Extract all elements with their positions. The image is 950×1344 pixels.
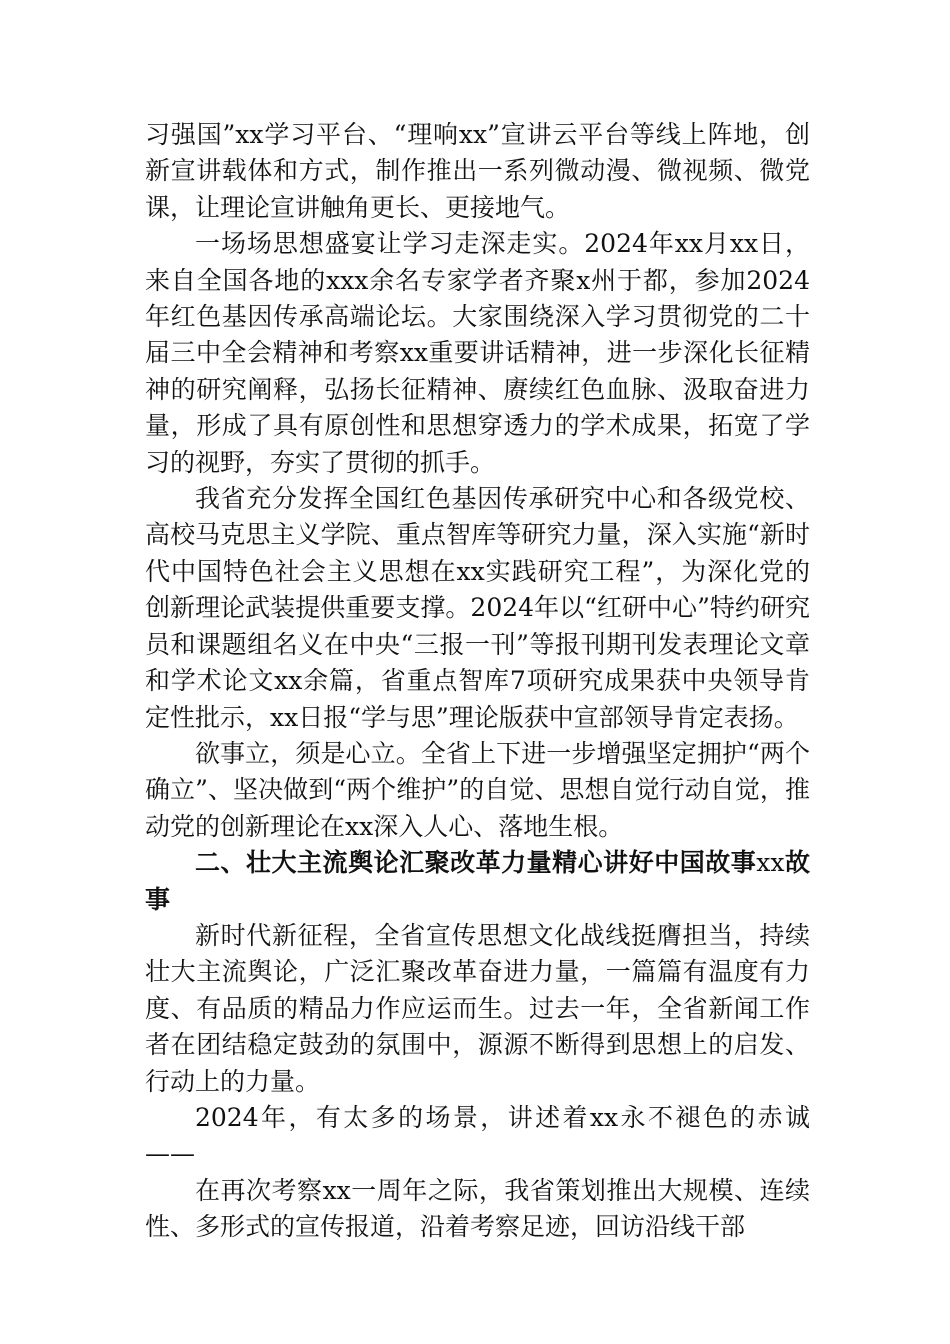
section-heading-end: 故事 [145, 848, 810, 914]
section-heading-main: 二、壮大主流舆论汇聚改革力量精心讲好中国故事 [195, 848, 757, 878]
paragraph-continuation: 习强国”xx学习平台、“理响xx”宣讲云平台等线上阵地，创新宣讲载体和方式，制作推出一系列微动漫、微视频、微党课，让理论宣讲触角更长、更接地气。 [145, 120, 810, 222]
paragraph-anniversary: 在再次考察xx一周年之际，我省策划推出大规模、连续性、多形式的宣传报道，沿着考察足迹，回访沿线干部 [145, 1175, 810, 1242]
paragraph-forum: 一场场思想盛宴让学习走深走实。2024年xx月xx日，来自全国各地的xxx余名专家学者齐聚x州于都，参加2024年红色基因传承高端论坛。大家围绕深入学习贯彻党的二十届三中全会精神和考察xx重要讲话精神，进一步深化长征精神的研究阐释，弘扬长征精神、赓续红色血脉、汲取奋进力量，形成了具有原创性和思想穿透力的学术成果，拓宽了学习的视野，夯实了贯彻的抓手。 [145, 229, 810, 477]
section-heading-tail: xx [756, 848, 785, 878]
paragraph-research: 我省充分发挥全国红色基因传承研究中心和各级党校、高校马克思主义学院、重点智库等研究力量，深入实施“新时代中国特色社会主义思想在xx实践研究工程”，为深化党的创新理论武装提供重要支撑。2024年以“红研中心”特约研究员和课题组名义在中央“三报一刊”等报刊期刊发表理论文章和学术论文xx余篇，省重点智库7项研究成果获中央领导肯定性批示，xx日报“学与思”理论版获中宣部领导肯定表扬。 [145, 484, 810, 732]
document-body [145, 117, 810, 1246]
paragraph-resolve: 欲事立，须是心立。全省上下进一步增强坚定拥护“两个确立”、坚决做到“两个维护”的自觉、思想自觉行动自觉，推动党的创新理论在xx深入人心、落地生根。 [145, 738, 810, 841]
paragraph-scenes: 2024年，有太多的场景，讲述着xx永不褪色的赤诚—— [145, 1102, 810, 1169]
paragraph-new-era: 新时代新征程，全省宣传思想文化战线挺膺担当，持续壮大主流舆论，广泛汇聚改革奋进力量，一篇篇有温度有力度、有品质的精品力作应运而生。过去一年，全省新闻工作者在团结稳定鼓劲的氛围中，源源不断得到思想上的启发、行动上的力量。 [145, 920, 810, 1096]
section-heading [145, 845, 810, 918]
